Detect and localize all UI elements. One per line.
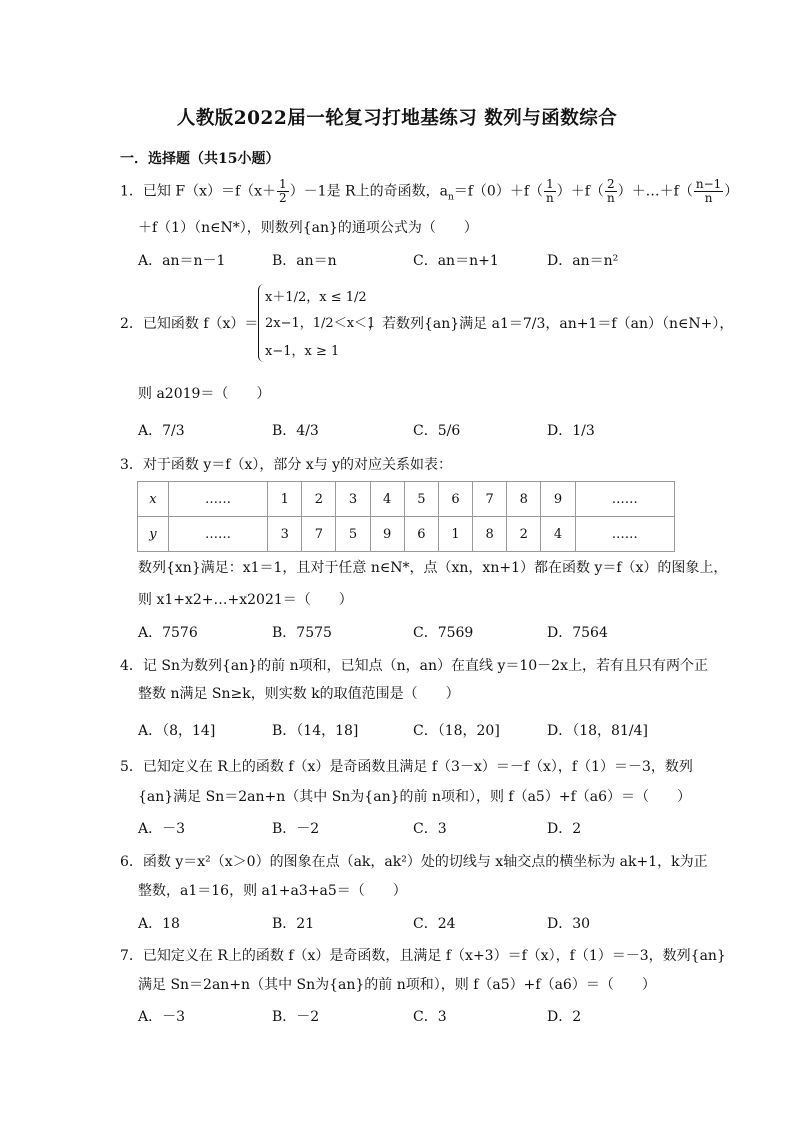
document-title: 人教版2022届一轮复习打地基练习 数列与函数综合 bbox=[176, 108, 618, 129]
option-b[interactable]: B．21 bbox=[272, 916, 315, 932]
table-cell: 1 bbox=[268, 482, 302, 517]
option-c[interactable]: C．24 bbox=[413, 916, 456, 932]
table-cell: …… bbox=[575, 482, 674, 517]
option-b[interactable]: B．an＝n bbox=[272, 253, 337, 269]
table-cell: y bbox=[138, 517, 169, 552]
option-c[interactable]: C．3 bbox=[413, 821, 447, 837]
option-c[interactable]: C．7569 bbox=[413, 625, 474, 641]
piece-row-3: x−1，x ≥ 1 bbox=[265, 344, 340, 359]
table-cell: 5 bbox=[336, 517, 370, 552]
table-cell: 7 bbox=[302, 517, 336, 552]
table-cell: x bbox=[138, 482, 169, 517]
option-c[interactable]: C．（18，20] bbox=[413, 723, 500, 739]
section-heading: 一．选择题（共15小题） bbox=[120, 151, 280, 167]
table-cell: 9 bbox=[541, 482, 575, 517]
table-cell: 1 bbox=[438, 517, 472, 552]
option-a[interactable]: A．18 bbox=[138, 916, 180, 932]
option-b[interactable]: B．7575 bbox=[272, 625, 332, 641]
option-d[interactable]: D．an＝n² bbox=[547, 253, 619, 269]
option-a[interactable]: A．an＝n－1 bbox=[138, 253, 226, 269]
fraction-2-over-n: $\frac{2}{n}$ bbox=[606, 177, 615, 205]
table-cell: 4 bbox=[370, 482, 404, 517]
option-a[interactable]: A．7576 bbox=[138, 625, 198, 641]
piecewise-function bbox=[258, 284, 376, 362]
option-d[interactable]: D．2 bbox=[547, 821, 582, 837]
table-cell: …… bbox=[575, 517, 674, 552]
table-cell: 8 bbox=[507, 482, 541, 517]
option-c[interactable]: C．5/6 bbox=[413, 423, 461, 439]
table-cell: 6 bbox=[438, 482, 472, 517]
question-6-line-2: 整数，a1＝16，则 a1+a3+a5＝（ ） bbox=[138, 883, 407, 899]
option-c[interactable]: C．an＝n+1 bbox=[413, 253, 499, 269]
table-cell: 7 bbox=[473, 482, 507, 517]
question-3-line-3: 则 x1+x2+…+x2021＝（ ） bbox=[138, 592, 353, 608]
question-3-line-2: 数列{xn}满足：x1＝1，且对于任意 n∈N*，点（xn，xn+1）都在函数 y＝f（x）的图象上， bbox=[138, 560, 728, 576]
table-cell: 9 bbox=[370, 517, 404, 552]
table-cell: 3 bbox=[268, 517, 302, 552]
table-cell: 4 bbox=[541, 517, 575, 552]
option-d[interactable]: D．1/3 bbox=[547, 423, 595, 439]
option-b[interactable]: B．4/3 bbox=[272, 423, 319, 439]
table-cell: 6 bbox=[404, 517, 438, 552]
table-cell: 3 bbox=[336, 482, 370, 517]
question-2-options bbox=[138, 420, 698, 442]
question-2-suffix: ，若数列{an}满足 a1＝7/3，an+1＝f（an）（n∈N+）， bbox=[368, 316, 734, 332]
table-row-x bbox=[138, 482, 675, 517]
question-3-line-1: 3．对于函数 y＝f（x），部分 x与 y的对应关系如表： bbox=[120, 457, 453, 473]
table-cell: …… bbox=[168, 517, 267, 552]
question-2-line-2: 则 a2019＝（ ） bbox=[138, 386, 271, 402]
option-a[interactable]: A．（8，14] bbox=[138, 723, 216, 739]
piece-row-1: x＋1/2，x ≤ 1/2 bbox=[265, 290, 367, 305]
question-7-line-2: 满足 Sn＝2an+n（其中 Sn为{an}的前 n项和），则 f（a5）+f（a6）＝（ ） bbox=[138, 977, 656, 993]
question-5-options bbox=[138, 818, 698, 840]
fraction-1-over-n: $\frac{1}{n}$ bbox=[546, 177, 554, 205]
piece-row-2: 2x−1，1/2＜x＜1 bbox=[265, 316, 376, 331]
option-d[interactable]: D．30 bbox=[547, 916, 591, 932]
table-cell: 2 bbox=[507, 517, 541, 552]
fraction-half: $\frac{1}{2}$ bbox=[279, 177, 287, 205]
question-1-options bbox=[138, 250, 698, 272]
question-5-line-1: 5．已知定义在 R上的函数 f（x）是奇函数且满足 f（3－x）＝－f（x），f（1）＝－3，数列 bbox=[120, 759, 693, 775]
option-a[interactable]: A．－3 bbox=[138, 1009, 186, 1025]
question-1-line-1: 1．已知 F（x）＝f（x＋ $\frac{1}{2}$ ）－1是 R上的奇函数，$a_n=f(0)+f$（ $\frac{1}{n}$ ）＋f（ $\frac{2}{n}$ ）＋…＋f（ $\frac{n-1}{n}$ ） bbox=[120, 177, 739, 205]
question-6-line-1: 6．函数 y＝x²（x＞0）的图象在点（ak，ak²）处的切线与 x轴交点的横坐标为 ak+1，k为正 bbox=[120, 854, 708, 870]
question-7-line-1: 7．已知定义在 R上的函数 f（x）是奇函数，且满足 f（x+3）＝f（x），f（1）＝－3，数列{an} bbox=[120, 948, 726, 964]
question-3-options bbox=[138, 622, 698, 644]
xy-table bbox=[137, 481, 675, 552]
table-cell: …… bbox=[168, 482, 267, 517]
option-b[interactable]: B．－2 bbox=[272, 821, 320, 837]
question-4-line-1: 4．记 Sn为数列{an}的前 n项和，已知点（n，an）在直线 y＝10－2x上，若有且只有两个正 bbox=[120, 658, 708, 674]
question-2-prefix: 2．已知函数 f（x）＝ bbox=[120, 316, 259, 332]
question-6-options bbox=[138, 913, 698, 935]
table-cell: 8 bbox=[473, 517, 507, 552]
option-c[interactable]: C．3 bbox=[413, 1009, 447, 1025]
table-cell: 5 bbox=[404, 482, 438, 517]
fraction-n-minus-1-over-n: $\frac{n-1}{n}$ bbox=[695, 177, 722, 205]
option-d[interactable]: D．2 bbox=[547, 1009, 582, 1025]
question-4-line-2: 整数 n满足 Sn≥k，则实数 k的取值范围是（ ） bbox=[138, 686, 460, 702]
option-d[interactable]: D．（18，81/4] bbox=[547, 723, 648, 739]
question-4-options bbox=[138, 720, 698, 742]
table-row-y bbox=[138, 517, 675, 552]
question-5-line-2: {an}满足 Sn＝2an+n（其中 Sn为{an}的前 n项和），则 f（a5）+f（a6）＝（ ） bbox=[138, 789, 692, 805]
option-b[interactable]: B．（14，18] bbox=[272, 723, 359, 739]
option-b[interactable]: B．－2 bbox=[272, 1009, 320, 1025]
table-cell: 2 bbox=[302, 482, 336, 517]
option-a[interactable]: A．7/3 bbox=[138, 423, 185, 439]
question-7-options bbox=[138, 1006, 698, 1028]
question-1-line-2: ＋f（1）（n∈N*），则数列{an}的通项公式为（ ） bbox=[138, 220, 478, 236]
option-d[interactable]: D．7564 bbox=[547, 625, 608, 641]
option-a[interactable]: A．－3 bbox=[138, 821, 186, 837]
